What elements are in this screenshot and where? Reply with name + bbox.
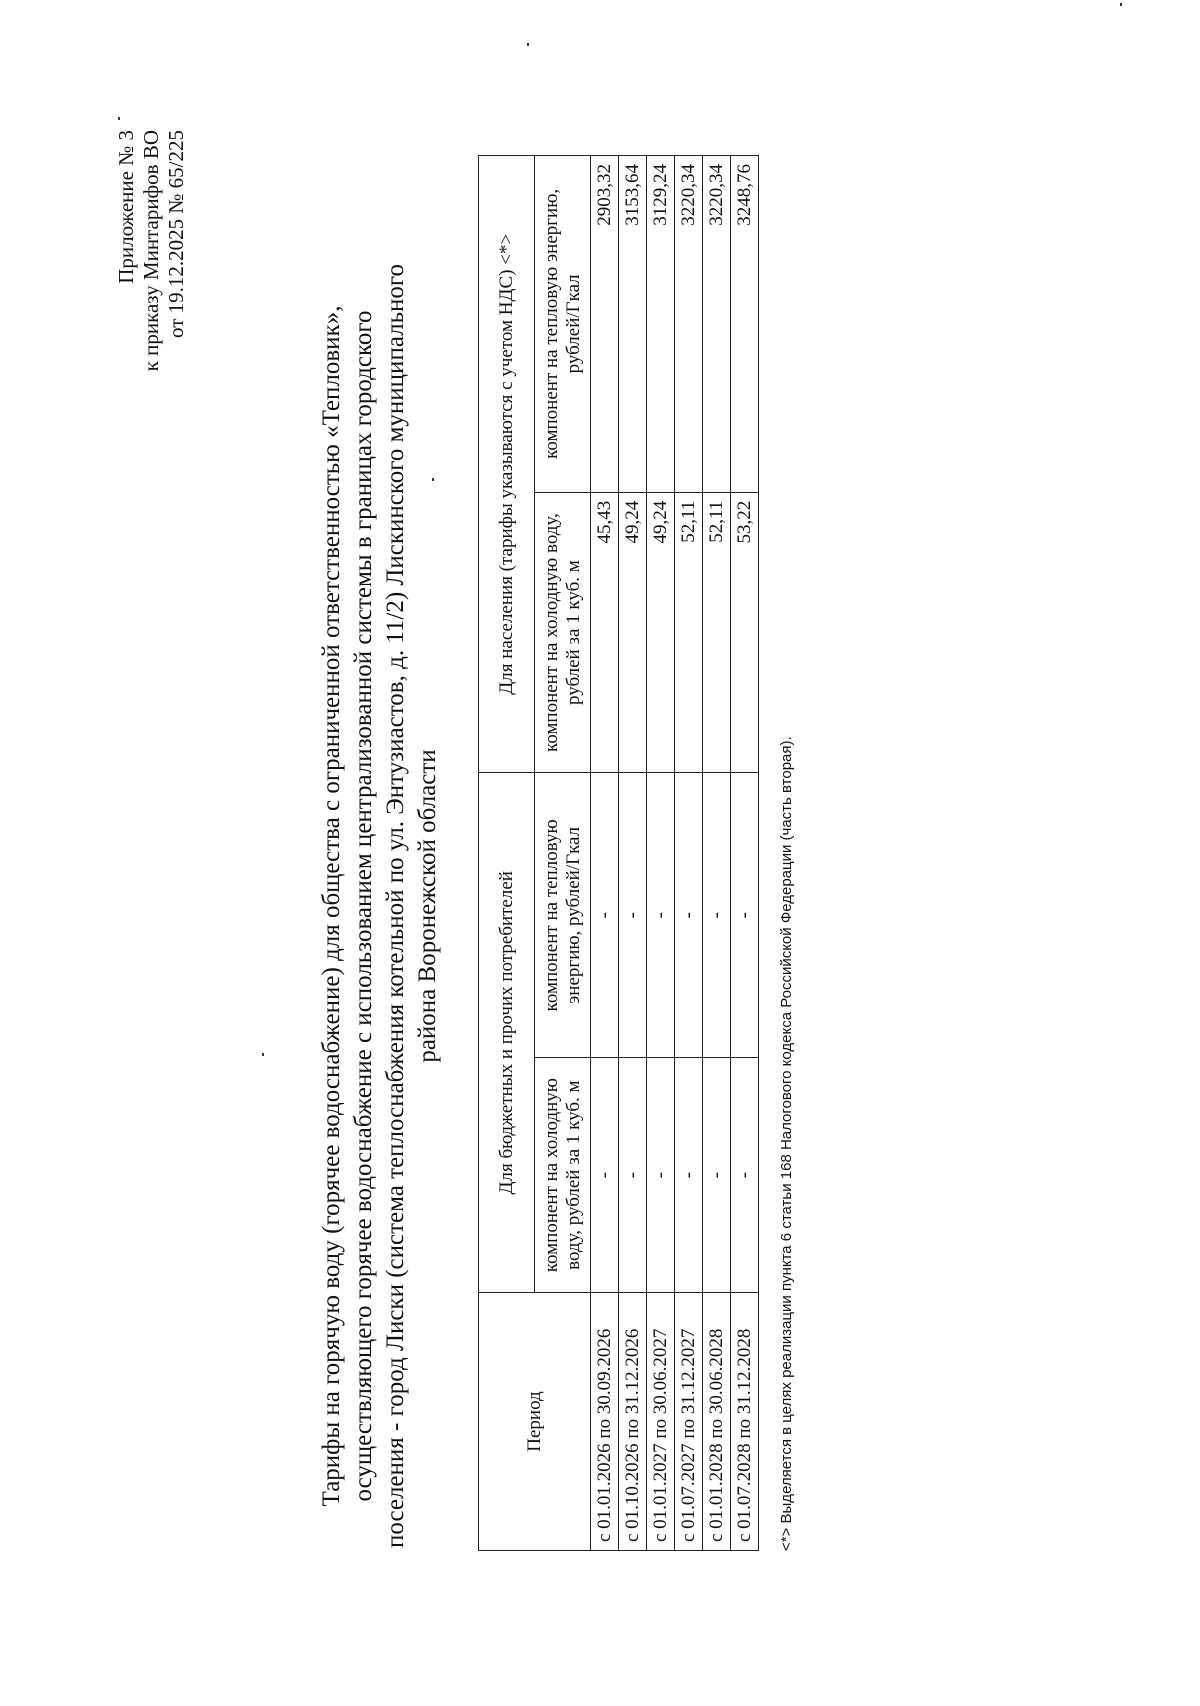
population-cold-cell: 49,24 (619, 492, 647, 773)
footnote: <*> Выделяется в целях реализации пункта 6 статьи 168 Налогового кодекса Российской Федерации (часть вторая). (778, 736, 795, 1551)
budget-heat-header: компонент на тепловую энергию, рублей/Гкал (535, 773, 591, 1058)
budget-cold-cell: - (619, 1058, 647, 1293)
population-cold-cell: 49,24 (647, 492, 675, 773)
title-line: района Воронежской области (414, 749, 441, 1063)
table-row (647, 156, 675, 1551)
budget-group-header: Для бюджетных и прочих потребителей (479, 773, 535, 1293)
budget-cold-cell: - (591, 1058, 619, 1293)
title-line: осуществляющего горячее водоснабжение с использованием централизованной системы в границах городского (350, 310, 377, 1502)
population-heat-cell: 3129,24 (647, 156, 675, 493)
scan-speck (1120, 3, 1122, 6)
budget-heat-cell: - (703, 773, 731, 1058)
period-cell: с 01.01.2027 по 30.06.2027 (647, 1293, 675, 1551)
title-line: Тарифы на горячую воду (горячее водоснабжение) для общества с ограниченной ответственностью «Тепловик», (318, 305, 345, 1507)
title-line: поселения - город Лиски (система теплоснабжения котельной по ул. Энтузиастов, д. 11/2) Лискинского муниципального (382, 263, 409, 1549)
period-cell: с 01.07.2027 по 31.12.2027 (675, 1293, 703, 1551)
budget-heat-cell: - (731, 773, 759, 1058)
period-cell: с 01.07.2028 по 31.12.2028 (731, 1293, 759, 1551)
population-heat-cell: 2903,32 (591, 156, 619, 493)
scan-speck (118, 117, 120, 120)
table-row (731, 156, 759, 1551)
budget-cold-water-header: компонент на холодную воду, рублей за 1 куб. м (535, 1058, 591, 1293)
period-cell: с 01.10.2026 по 31.12.2026 (619, 1293, 647, 1551)
order-reference: к приказу Минтарифов ВО (139, 130, 163, 372)
period-cell: с 01.01.2026 по 30.09.2026 (591, 1293, 619, 1551)
population-heat-cell: 3248,76 (731, 156, 759, 493)
budget-heat-cell: - (619, 773, 647, 1058)
population-cold-cell: 52,11 (703, 492, 731, 773)
population-cold-cell: 53,22 (731, 492, 759, 773)
table-row (591, 156, 619, 1551)
scan-speck (262, 1053, 264, 1056)
order-date: от 19.12.2025 № 65/225 (164, 130, 188, 339)
period-cell: с 01.01.2028 по 30.06.2028 (703, 1293, 731, 1551)
appendix-header (114, 130, 189, 371)
table-row (619, 156, 647, 1551)
document-title (316, 256, 444, 1556)
scan-speck (527, 43, 529, 46)
population-cold-cell: 45,43 (591, 492, 619, 773)
period-header: Период (479, 1293, 591, 1551)
population-cold-water-header: компонент на холодную воду, рублей за 1 куб. м (535, 492, 591, 773)
budget-cold-cell: - (703, 1058, 731, 1293)
appendix-number: Приложение № 3 (114, 130, 138, 284)
population-heat-cell: 3220,34 (703, 156, 731, 493)
population-cold-cell: 52,11 (675, 492, 703, 773)
population-group-header: Для населения (тарифы указываются с учетом НДС) <*> (479, 156, 535, 773)
budget-heat-cell: - (675, 773, 703, 1058)
population-heat-header: компонент на тепловую энергию, рублей/Гкал (535, 156, 591, 493)
budget-heat-cell: - (647, 773, 675, 1058)
budget-heat-cell: - (591, 773, 619, 1058)
population-heat-cell: 3153,64 (619, 156, 647, 493)
budget-cold-cell: - (731, 1058, 759, 1293)
budget-cold-cell: - (647, 1058, 675, 1293)
table-row (675, 156, 703, 1551)
population-heat-cell: 3220,34 (675, 156, 703, 493)
budget-cold-cell: - (675, 1058, 703, 1293)
table-row (703, 156, 731, 1551)
tariff-table (478, 155, 759, 1551)
